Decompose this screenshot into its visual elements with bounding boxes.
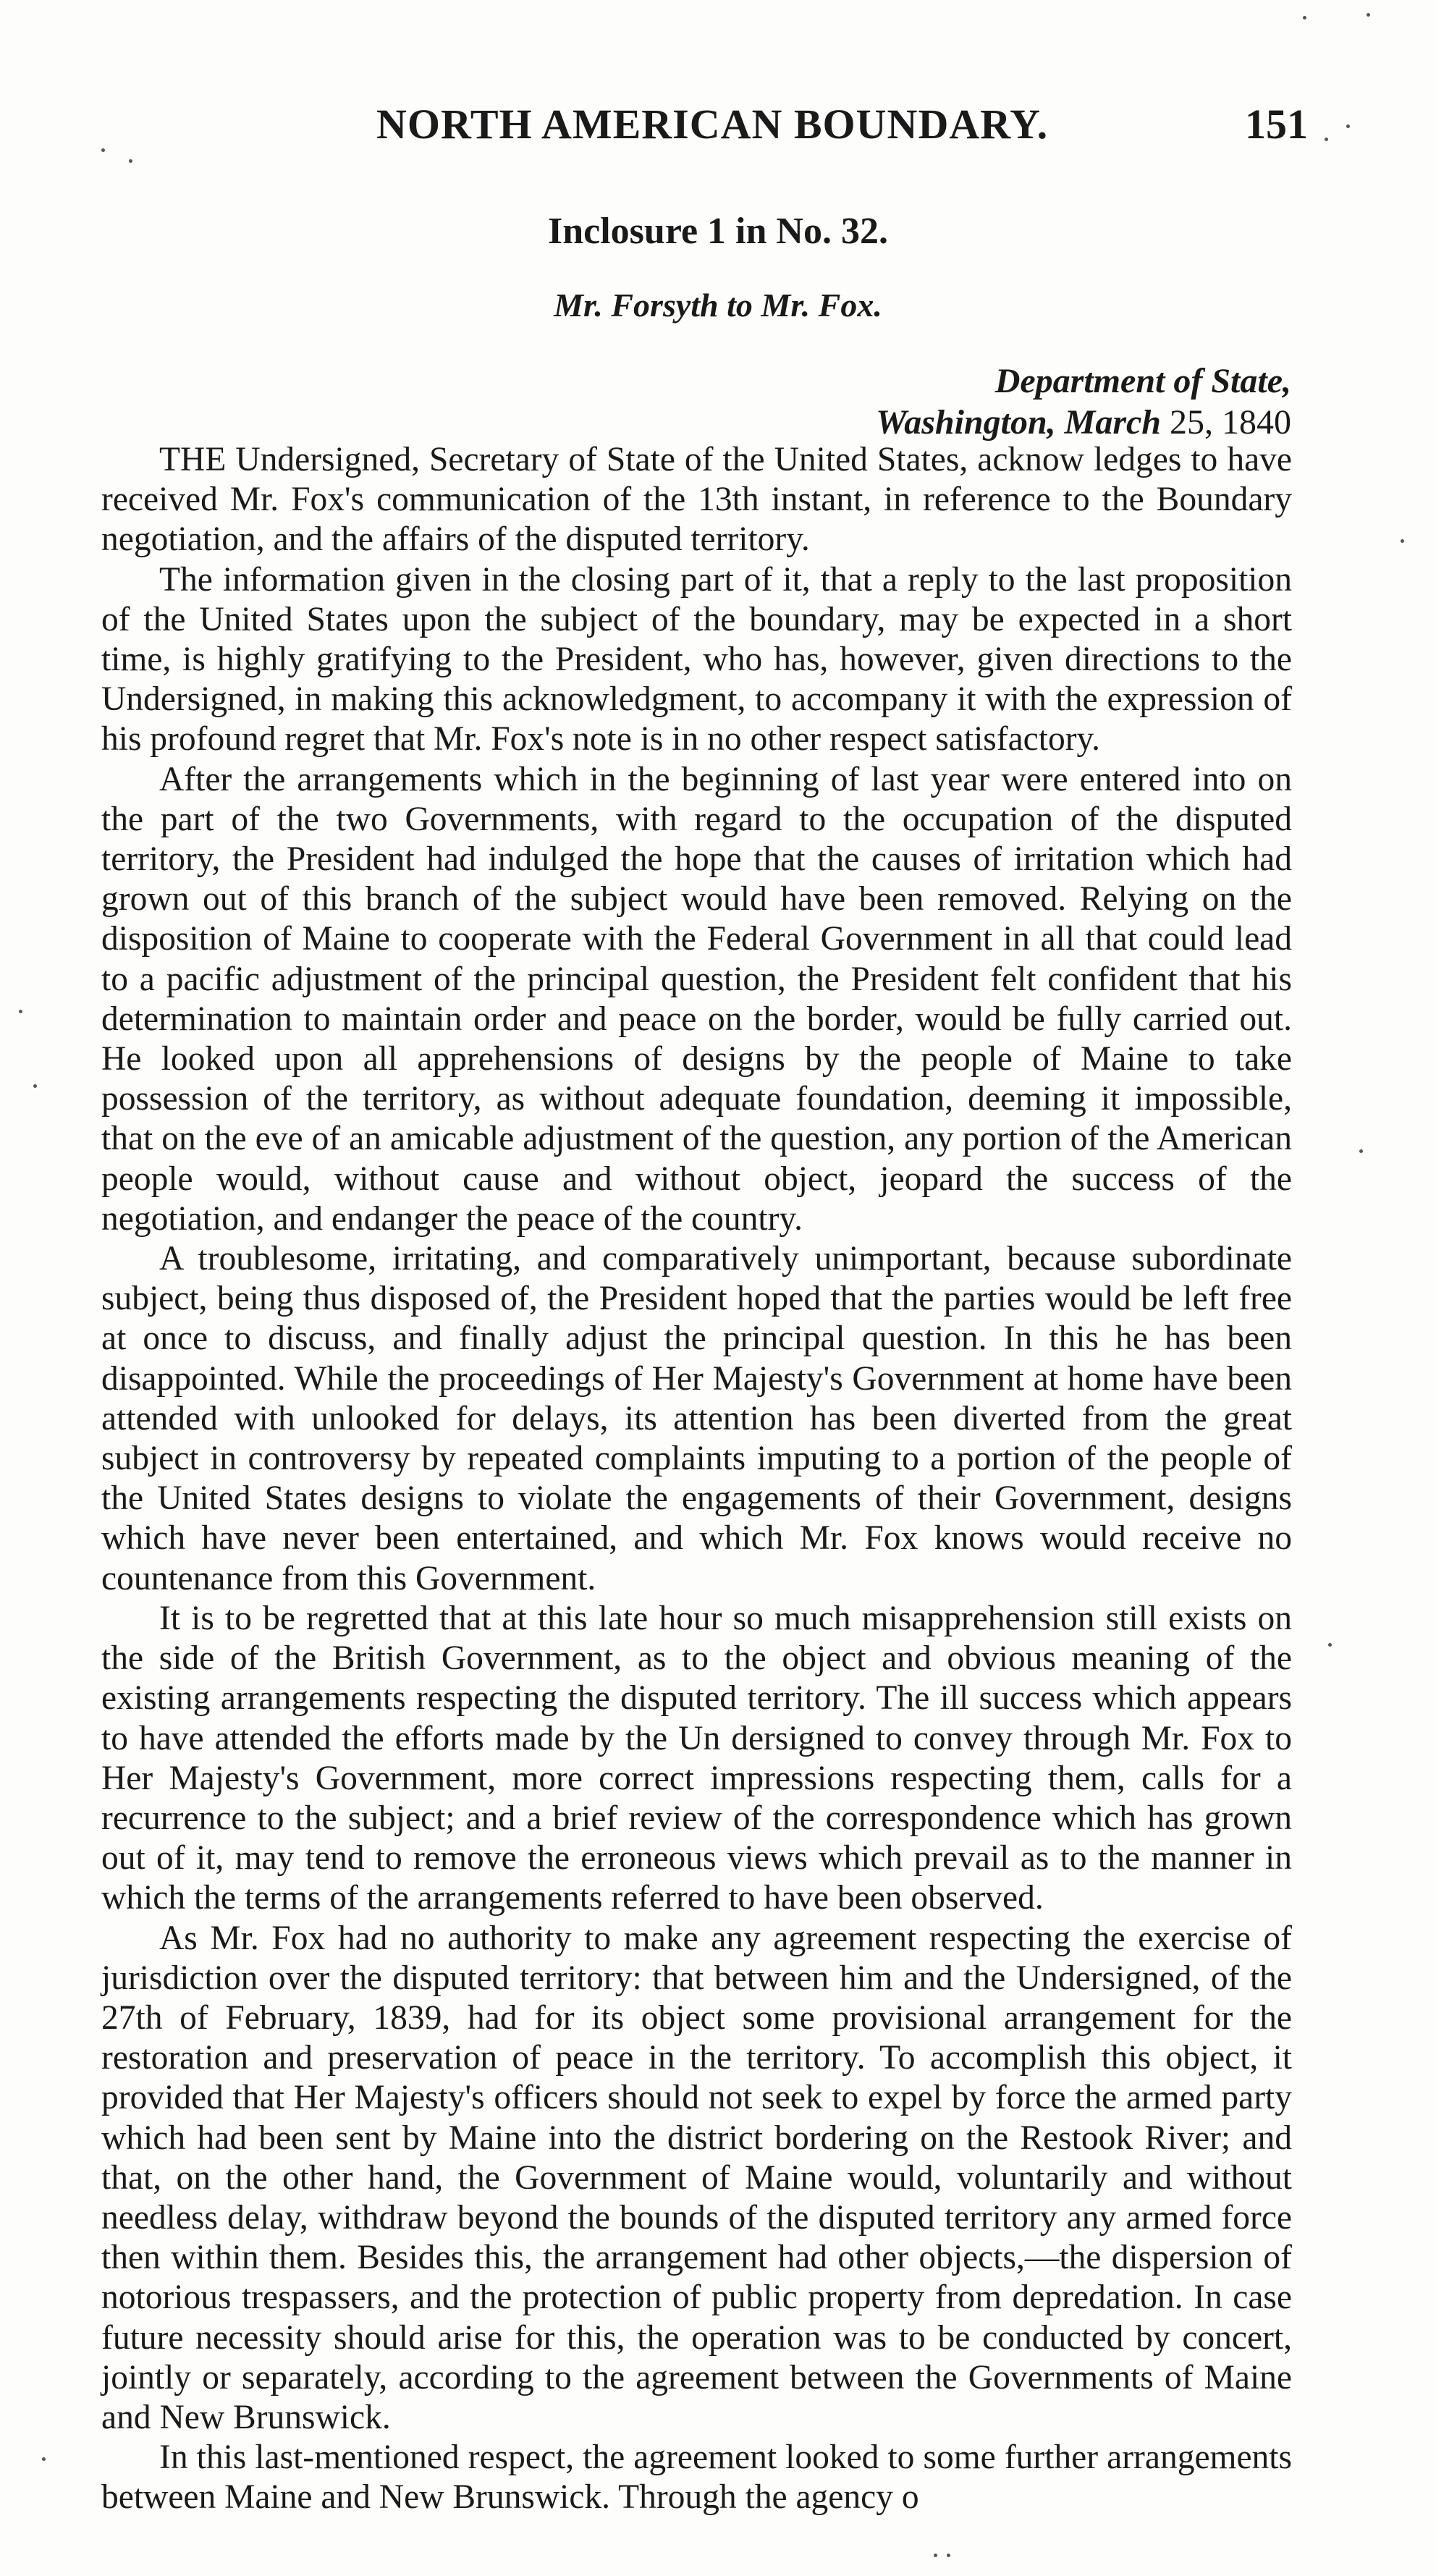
scan-speck — [947, 2554, 950, 2557]
dateline — [876, 360, 1291, 443]
scan-speck — [33, 1084, 37, 1088]
paragraph: It is to be regretted that at this late hour so much misapprehension still exists on the side of the British Government, as to the object and obvious meaning of the existing arrangements respecting the disputed territory. The ill success which appears to have attended the efforts made by the Un dersigned to convey through Mr. Fox to Her Majesty's Government, more correct impressions respecting them, calls for a recurrence to the subject; and a brief review of the correspondence which has grown out of it, may tend to remove the erroneous views which prevail as to the manner in which the terms of the arrangements referred to have been observed. — [101, 1599, 1292, 1917]
running-head — [101, 100, 1332, 165]
dateline-date: 25, 1840 — [1170, 403, 1291, 442]
scan-speck — [129, 159, 132, 163]
scan-speck — [934, 2554, 937, 2557]
paragraph: A troublesome, irritating, and comparatively unimportant, because subordinate subject, being thus disposed of, the President hoped that the parties would be left free at once to discuss, and finally adjust the principal question. In this he has been disappointed. While the proceedings of Her Majesty's Government at home have been attended with unlooked for delays, its attention has been diverted from the great subject in controversy by repeated complaints imputing to a portion of the people of the United States designs to violate the engagements of their Government, designs which have never been entertained, and which Mr. Fox knows would receive no countenance from this Government. — [101, 1240, 1292, 1597]
scan-speck — [1367, 13, 1370, 17]
scan-speck — [101, 148, 105, 152]
scan-speck — [1401, 539, 1404, 543]
dateline-place: Washington, March — [876, 403, 1161, 442]
inclosure-heading: Inclosure 1 in No. 32. — [548, 211, 888, 252]
page-number: 151 — [1245, 101, 1308, 148]
running-title: NORTH AMERICAN BOUNDARY. — [376, 101, 1049, 148]
scan-speck — [1359, 1149, 1363, 1153]
paragraph: After the arrangements which in the beginning of last year were entered into on the part of the two Governments, with regard to the occupation of the disputed territory, the President had indulged the hope that the causes of irritation which had grown out of this branch of the subject would have been removed. Relying on the disposition of Maine to cooperate with the Federal Government in all that could lead to a pacific adjustment of the principal question, the President felt confident that his determination to maintain order and peace on the border, would be fully carried out. He looked upon all apprehensions of designs by the people of Maine to take possession of the territory, as without adequate foundation, deeming it impossible, that on the eve of an amicable adjustment of the question, any portion of the American people would, without cause and without object, jeopard the success of the negotiation, and endanger the peace of the country. — [101, 760, 1292, 1238]
paragraph: As Mr. Fox had no authority to make any agreement respecting the exercise of jurisdiction over the disputed territory: that between him and the Undersigned, of the 27th of February, 1839, had for its object some provisional arrangement for the restoration and preservation of peace in the territory. To accomplish this object, it provided that Her Majesty's officers should not seek to expel by force the armed party which had been sent by Maine into the district bordering on the Restook River; and that, on the other hand, the Government of Maine would, voluntarily and without needless delay, withdraw beyond the bounds of the disputed territory any armed force then within them. Besides this, the arrangement had other objects,—the dispersion of notorious trespassers, and the protection of public property from depredation. In case future necessity should arise for this, the operation was to be conducted by concert, jointly or separately, according to the agreement between the Governments of Maine and New Brunswick. — [101, 1919, 1292, 2436]
dateline-department: Department of State, — [994, 362, 1291, 400]
paragraph: THE Undersigned, Secretary of State of the United States, acknow ledges to have received Mr. Fox's communication of the 13th instant, in reference to the Boundary negotiation, and the affairs of the disputed territory. — [101, 441, 1292, 559]
paragraph: In this last-mentioned respect, the agreement looked to some further arrangements between Maine and New Brunswick. Through the agency o — [101, 2438, 1292, 2517]
addressee-line: Mr. Forsyth to Mr. Fox. — [554, 287, 882, 324]
scan-speck — [1328, 1643, 1332, 1647]
scan-speck — [1346, 124, 1350, 128]
scan-speck — [42, 2457, 46, 2461]
letter-body — [101, 440, 1292, 2518]
scan-speck — [19, 1010, 22, 1013]
scan-speck — [1325, 138, 1328, 141]
scan-speck — [1303, 16, 1306, 20]
paragraph: The information given in the closing part of it, that a reply to the last proposition of the United States upon the subject of the boundary, may be expected in a short time, is highly gratifying to the President, who has, however, given directions to the Undersigned, in making this acknowledgment, to accompany it with the expression of his profound regret that Mr. Fox's note is in no other respect satisfactory. — [101, 560, 1292, 759]
